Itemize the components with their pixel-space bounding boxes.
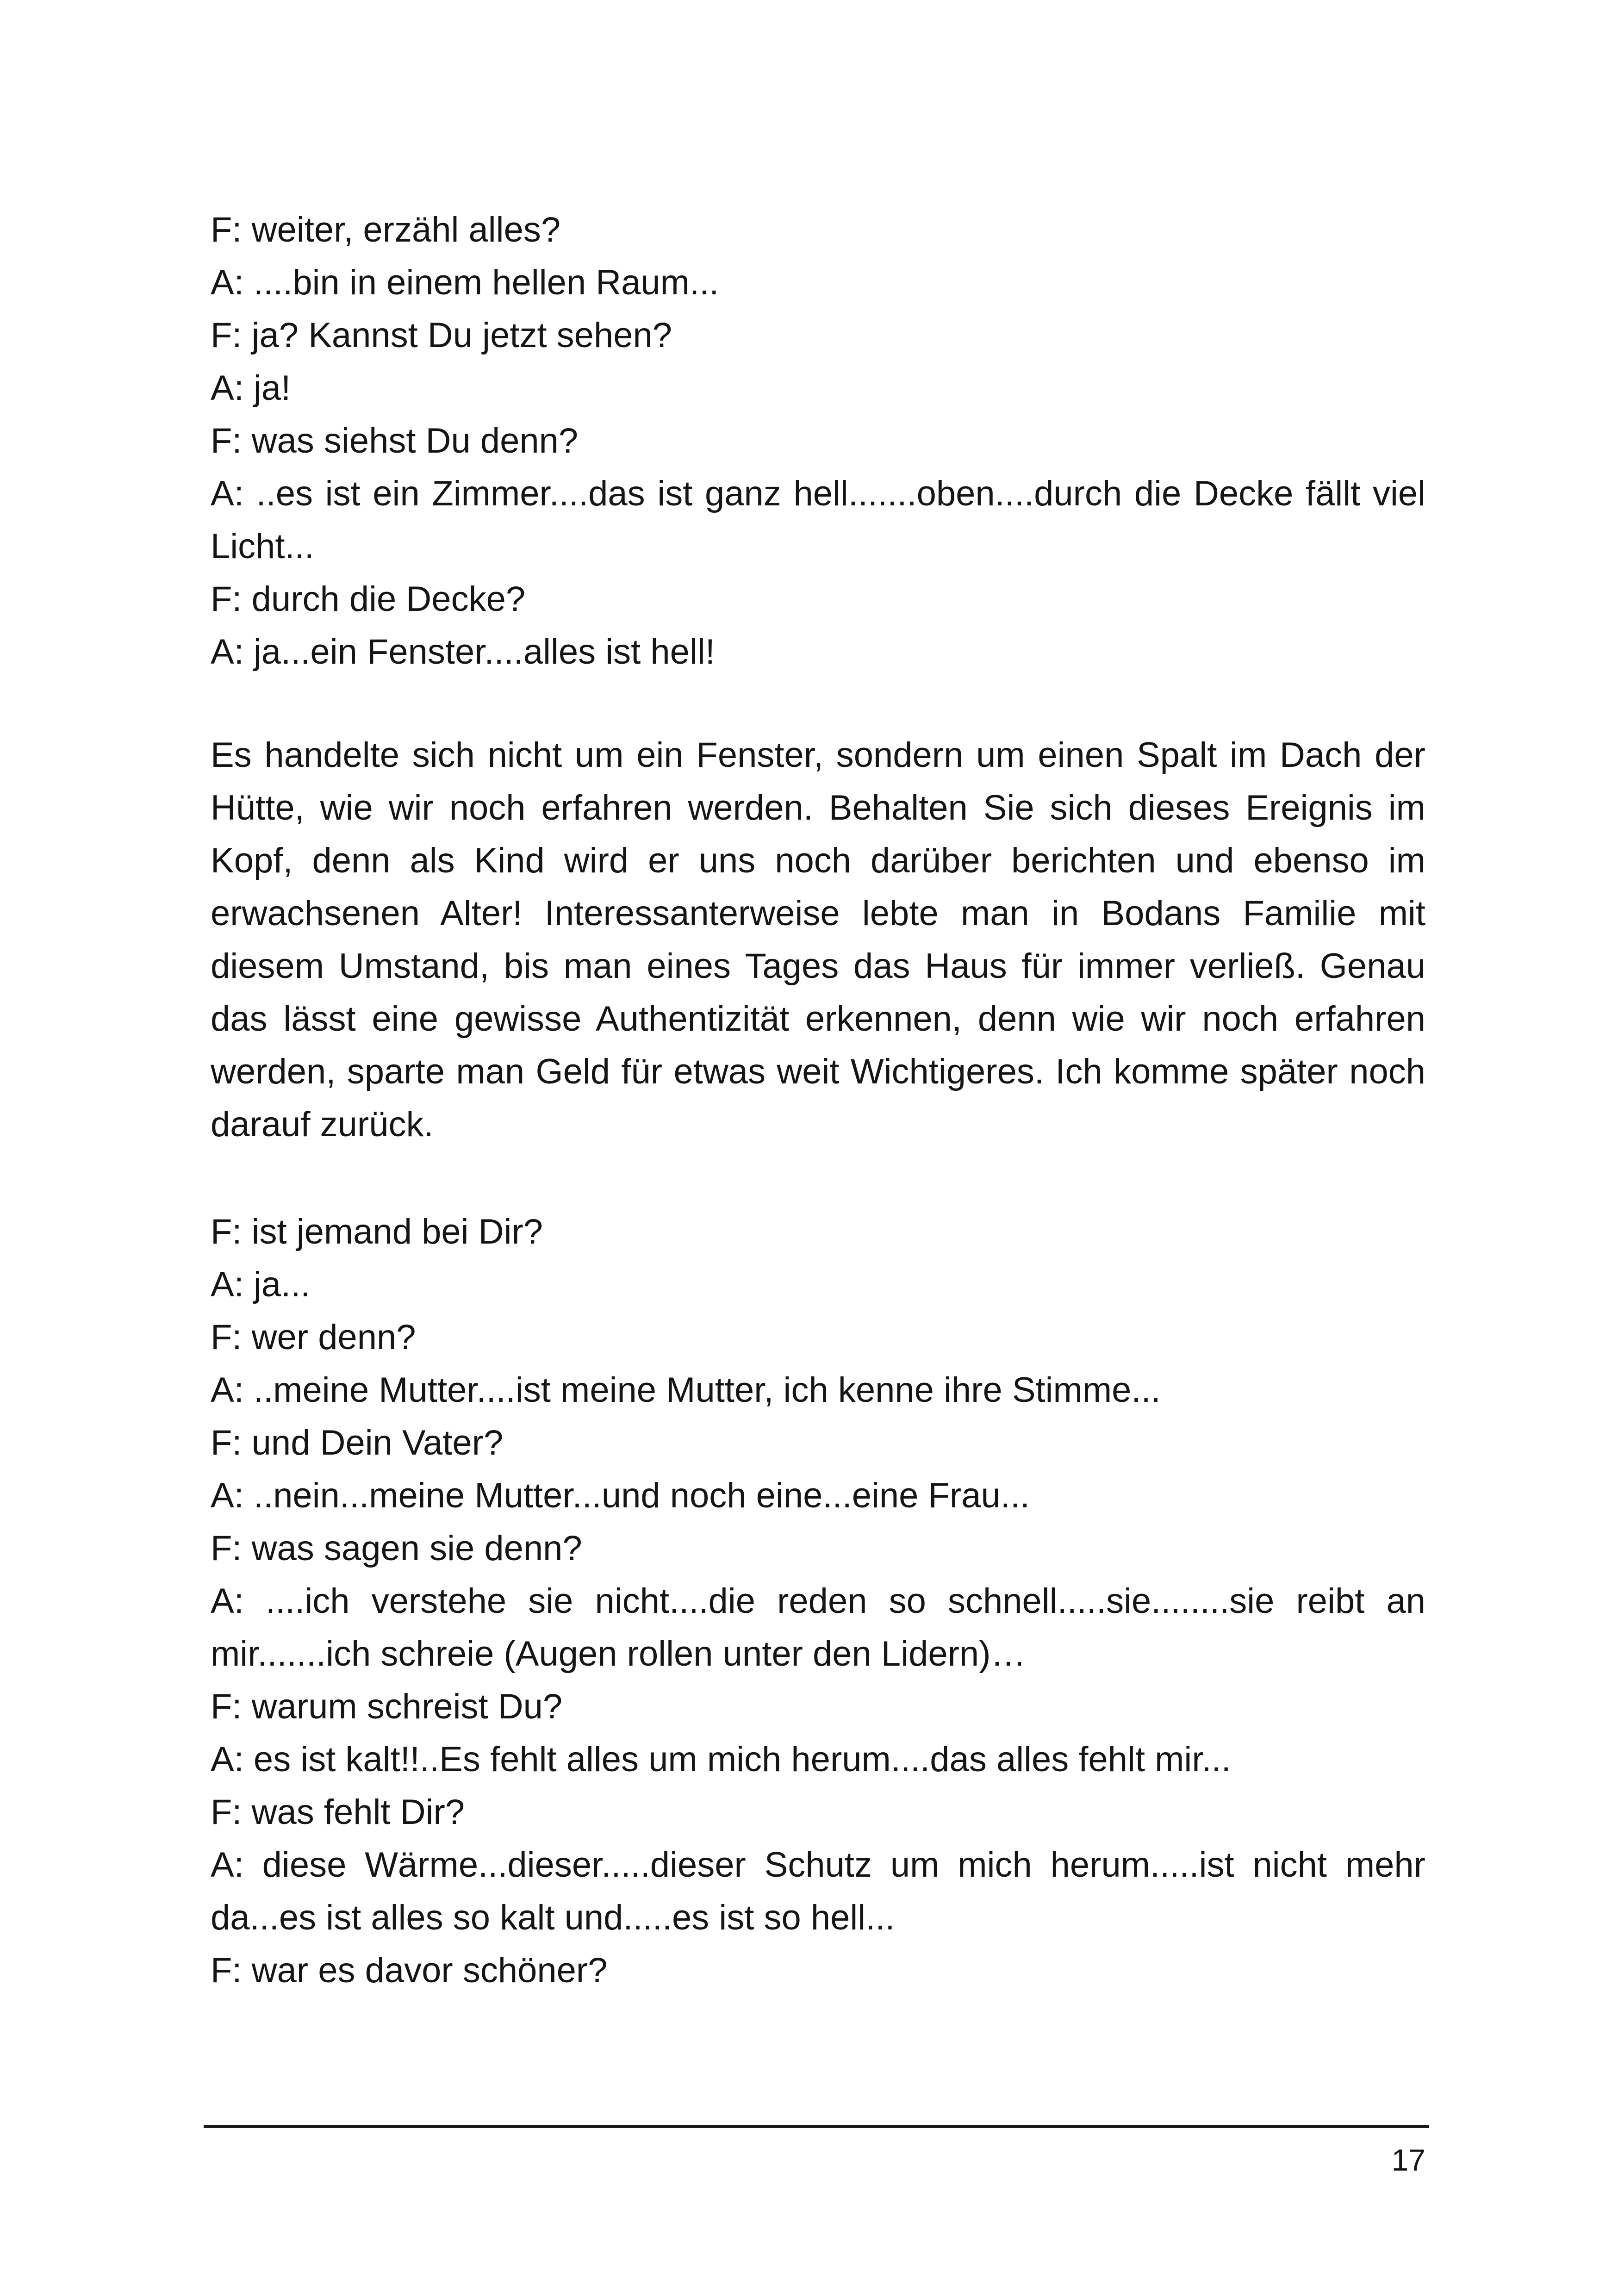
dialogue-line: A: ....ich verstehe sie nicht....die reden so schnell.....sie........sie reibt an mir.......ich schreie (Augen rollen unter den Lidern)… — [211, 1581, 1425, 1674]
dialogue-line: F: war es davor schöner? — [211, 1951, 608, 1990]
dialogue-line: A: diese Wärme...dieser.....dieser Schutz um mich herum.....ist nicht mehr da...es ist alles so kalt und.....es ist so hell... — [211, 1845, 1425, 1937]
dialogue-line: A: ..es ist ein Zimmer....das ist ganz hell.......oben....durch die Decke fällt viel Licht... — [211, 474, 1425, 566]
dialogue-line: F: ja? Kannst Du jetzt sehen? — [211, 316, 672, 355]
dialogue-line: A: ..nein...meine Mutter...und noch eine...eine Frau... — [211, 1476, 1030, 1515]
dialogue-line: F: was fehlt Dir? — [211, 1792, 465, 1832]
dialogue-line: F: durch die Decke? — [211, 579, 526, 619]
dialogue-line: F: und Dein Vater? — [211, 1423, 504, 1462]
dialogue-line: A: ja... — [211, 1265, 311, 1304]
page-number: 17 — [1391, 2143, 1425, 2177]
dialogue-line: A: ....bin in einem hellen Raum... — [211, 263, 719, 302]
dialogue-line: F: wer denn? — [211, 1318, 416, 1357]
dialogue-line: F: ist jemand bei Dir? — [211, 1212, 543, 1251]
dialogue-line: F: was siehst Du denn? — [211, 421, 579, 460]
dialogue-line: F: weiter, erzähl alles? — [211, 210, 561, 249]
dialogue-line: A: es ist kalt!!..Es fehlt alles um mich herum....das alles fehlt mir... — [211, 1740, 1231, 1779]
narration-section — [211, 729, 1425, 1151]
dialogue-line: A: ja...ein Fenster....alles ist hell! — [211, 632, 715, 672]
dialogue-line: F: warum schreist Du? — [211, 1687, 563, 1726]
dialogue-line: F: was sagen sie denn? — [211, 1529, 582, 1568]
dialogue-line: A: ..meine Mutter....ist meine Mutter, ich kenne ihre Stimme... — [211, 1370, 1161, 1410]
dialogue-section-1 — [211, 204, 1425, 678]
dialogue-line: A: ja! — [211, 368, 291, 408]
footer-divider — [204, 2125, 1429, 2128]
narration-paragraph: Es handelte sich nicht um ein Fenster, sondern um einen Spalt im Dach der Hütte, wie wir noch erfahren werden. Behalten Sie sich dieses Ereignis im Kopf, denn als Kind wird er uns noch darüber berichten und ebenso im erwachsenen Alter! Interessanterweise lebte man in Bodans Familie mit diesem Umstand, bis man eines Tages das Haus für immer verließ. Genau das lässt eine gewisse Authentizität erkennen, denn wie wir noch erfahren werden, sparte man Geld für etwas weit Wichtigeres. Ich komme später noch darauf zurück. — [211, 735, 1425, 1144]
dialogue-section-2 — [211, 1206, 1425, 1997]
